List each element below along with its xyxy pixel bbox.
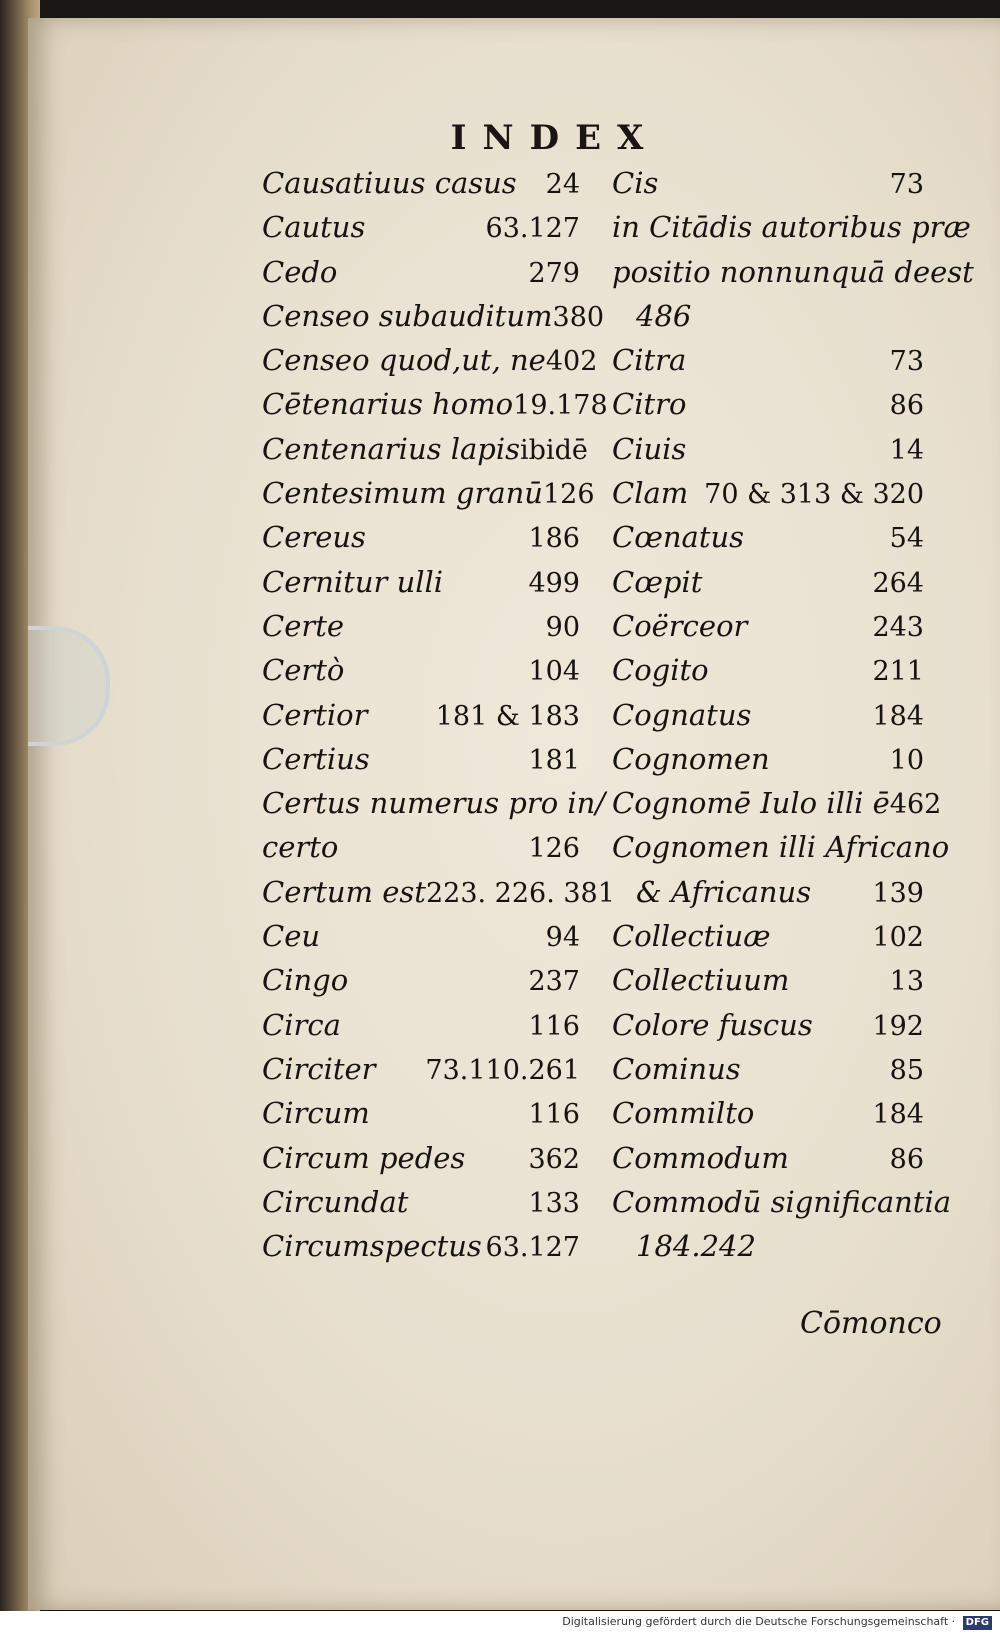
index-entry [612, 565, 924, 609]
index-page-ref: 362 [528, 1143, 580, 1175]
index-page-ref: 19.178 [513, 390, 608, 422]
index-term: Coërceor [612, 608, 748, 643]
index-entry [612, 609, 924, 653]
index-term: Cernitur ulli [262, 564, 444, 599]
index-entry [262, 963, 580, 1007]
index-term: Cognomē Iulo illi ē [612, 786, 890, 821]
index-page-ref: 116 [528, 1099, 580, 1131]
index-term: Cingo [262, 963, 349, 998]
index-term: Cedo [262, 254, 338, 289]
index-term: Centesimum granū [262, 476, 543, 511]
index-entry [262, 1141, 580, 1185]
index-term: Commilto [612, 1096, 755, 1131]
index-entry [612, 343, 924, 387]
index-term: Causatiuus casus [262, 166, 517, 200]
page-clip [28, 626, 110, 746]
index-entry [262, 874, 615, 919]
index-page-ref: ibidē [520, 434, 588, 466]
index-page-ref: 462 [889, 789, 942, 821]
digitization-footer [0, 1611, 1000, 1633]
index-entry [612, 520, 924, 564]
index-entry [262, 565, 580, 609]
index-entry [612, 166, 924, 210]
index-page-ref: 63.127 [485, 1232, 580, 1264]
index-term: Cogito [612, 653, 709, 688]
index-entry [612, 432, 924, 476]
index-term: & Africanus [636, 874, 812, 909]
index-page-ref: 90 [545, 611, 580, 643]
index-term: Cœpit [612, 564, 703, 599]
index-term: Ciuis [612, 431, 687, 466]
index-entry [612, 210, 971, 254]
index-page-ref: 94 [545, 922, 580, 954]
index-page-ref: 63.127 [485, 213, 580, 245]
index-term: Circiter [262, 1051, 376, 1086]
index-entry [612, 742, 924, 786]
index-term: Certius [262, 741, 370, 776]
index-entry [612, 830, 950, 874]
index-term: Collectiuæ [612, 919, 771, 954]
index-entry [612, 1184, 952, 1229]
index-term: Colore fuscus [612, 1007, 813, 1042]
index-page-ref: 402 [545, 346, 598, 378]
index-entry [262, 387, 608, 431]
dfg-logo: DFG [963, 1616, 992, 1630]
index-page-ref: 73.110.261 [425, 1054, 580, 1086]
index-entry [262, 698, 580, 742]
index-entry [262, 298, 605, 343]
index-entry [262, 609, 580, 653]
index-entry [612, 919, 924, 963]
index-page-ref: 499 [528, 567, 580, 599]
index-entry [262, 520, 580, 564]
index-entry [262, 742, 580, 786]
index-entry [612, 786, 942, 830]
index-entry [262, 210, 580, 254]
index-entry [262, 653, 580, 697]
index-term: Circundat [262, 1184, 409, 1219]
index-page-ref: 192 [872, 1010, 924, 1042]
index-term: Citra [612, 343, 687, 378]
index-term: Censeo subauditum [262, 298, 553, 333]
index-page-ref: 237 [528, 966, 580, 998]
index-page-ref: 380 [552, 301, 605, 333]
index-term: Certe [262, 608, 345, 643]
index-entry [262, 166, 580, 210]
index-entry [612, 1008, 924, 1052]
index-term: Circum [262, 1096, 370, 1131]
index-entry [262, 1229, 580, 1273]
index-page-ref: 86 [889, 390, 924, 422]
index-entry [262, 343, 598, 387]
index-entry [612, 653, 924, 697]
index-term: in Citādis autoribus præ [612, 210, 971, 245]
index-entry [262, 431, 588, 476]
index-entry [612, 875, 924, 919]
index-term: Censeo quod,ut, ne [262, 343, 546, 378]
index-term: Certò [262, 653, 345, 688]
index-term: Certior [262, 697, 368, 732]
index-entry [262, 830, 580, 874]
index-page-ref: 279 [528, 257, 580, 289]
index-page-ref: 264 [872, 567, 924, 599]
index-entry [262, 919, 580, 963]
index-term: Circa [262, 1007, 341, 1042]
index-page-ref: 126 [542, 479, 595, 511]
index-term: Cētenarius homo [262, 387, 514, 422]
index-page-ref: 181 [528, 744, 580, 776]
index-page-ref: 139 [872, 877, 924, 909]
index-page-ref: 70 & 313 & 320 [704, 479, 924, 511]
index-term: Cis [612, 166, 659, 200]
index-column-left [262, 166, 615, 1306]
index-page-ref: 223. 226. 381 [425, 877, 615, 909]
index-term: Commodū significantia [612, 1184, 952, 1219]
index-page-ref: 10 [889, 744, 924, 776]
footer-text: Digitalisierung gefördert durch die Deutsche Forschungsgemeinschaft · [562, 1615, 956, 1628]
index-term: certo [262, 830, 339, 865]
index-term: 184.242 [636, 1229, 756, 1264]
index-term: Certum est [262, 874, 426, 909]
index-entry [612, 476, 924, 520]
index-entry [262, 255, 580, 299]
index-term: Cominus [612, 1051, 741, 1086]
index-entry [612, 1141, 924, 1185]
index-term: Clam [612, 476, 689, 511]
index-term: Centenarius lapis [262, 431, 521, 466]
index-term: Certus numerus pro in/ [262, 786, 606, 821]
index-page-ref: 85 [889, 1054, 924, 1086]
index-entry [612, 963, 924, 1007]
catchword: Cōmonco [800, 1306, 942, 1341]
index-page-ref: 126 [528, 833, 580, 865]
index-term: Citro [612, 387, 687, 422]
index-page-ref: 104 [528, 656, 580, 688]
index-page-ref: 181 & 183 [435, 700, 580, 732]
index-page-ref: 116 [528, 1010, 580, 1042]
index-entry [262, 1052, 580, 1096]
index-page-ref: 13 [889, 966, 924, 998]
page-header: INDEX [450, 118, 660, 158]
index-page-ref: 86 [889, 1143, 924, 1175]
index-page-ref: 211 [872, 656, 924, 688]
index-entry [612, 299, 924, 343]
index-entry [612, 254, 974, 299]
index-term: Circumspectus [262, 1229, 482, 1264]
index-page-ref: 14 [889, 434, 924, 466]
index-term: Ceu [262, 919, 321, 954]
index-column-right [612, 166, 974, 1306]
index-term: 486 [636, 298, 692, 333]
index-entry [612, 1052, 924, 1096]
index-entry [612, 387, 924, 431]
index-page-ref: 186 [528, 523, 580, 555]
index-term: Collectiuum [612, 963, 790, 998]
index-term: Cognomen illi Africano [612, 830, 950, 865]
index-entry [262, 476, 595, 520]
index-term: Commodum [612, 1140, 789, 1175]
index-entry [262, 786, 606, 830]
index-entry [262, 1008, 580, 1052]
index-term: Cognatus [612, 697, 752, 732]
index-page-ref: 184 [872, 700, 924, 732]
index-term: Cognomen [612, 741, 770, 776]
index-page-ref: 24 [545, 169, 580, 200]
index-page-ref: 102 [872, 922, 924, 954]
index-entry [612, 698, 924, 742]
index-term: Cereus [262, 520, 366, 555]
index-page-ref: 133 [528, 1187, 580, 1219]
index-entry [612, 1096, 924, 1140]
index-entry [262, 1096, 580, 1140]
index-page-ref: 73 [889, 346, 924, 378]
index-term: Cautus [262, 210, 366, 245]
index-page-ref: 73 [889, 169, 924, 200]
index-page-ref: 54 [889, 523, 924, 555]
index-term: positio nonnunquā deest [612, 254, 974, 289]
index-term: Cœnatus [612, 520, 745, 555]
index-page-ref: 243 [872, 611, 924, 643]
index-entry [612, 1229, 924, 1273]
index-entry [262, 1185, 580, 1229]
index-page-ref: 184 [872, 1099, 924, 1131]
index-term: Circum pedes [262, 1140, 466, 1175]
